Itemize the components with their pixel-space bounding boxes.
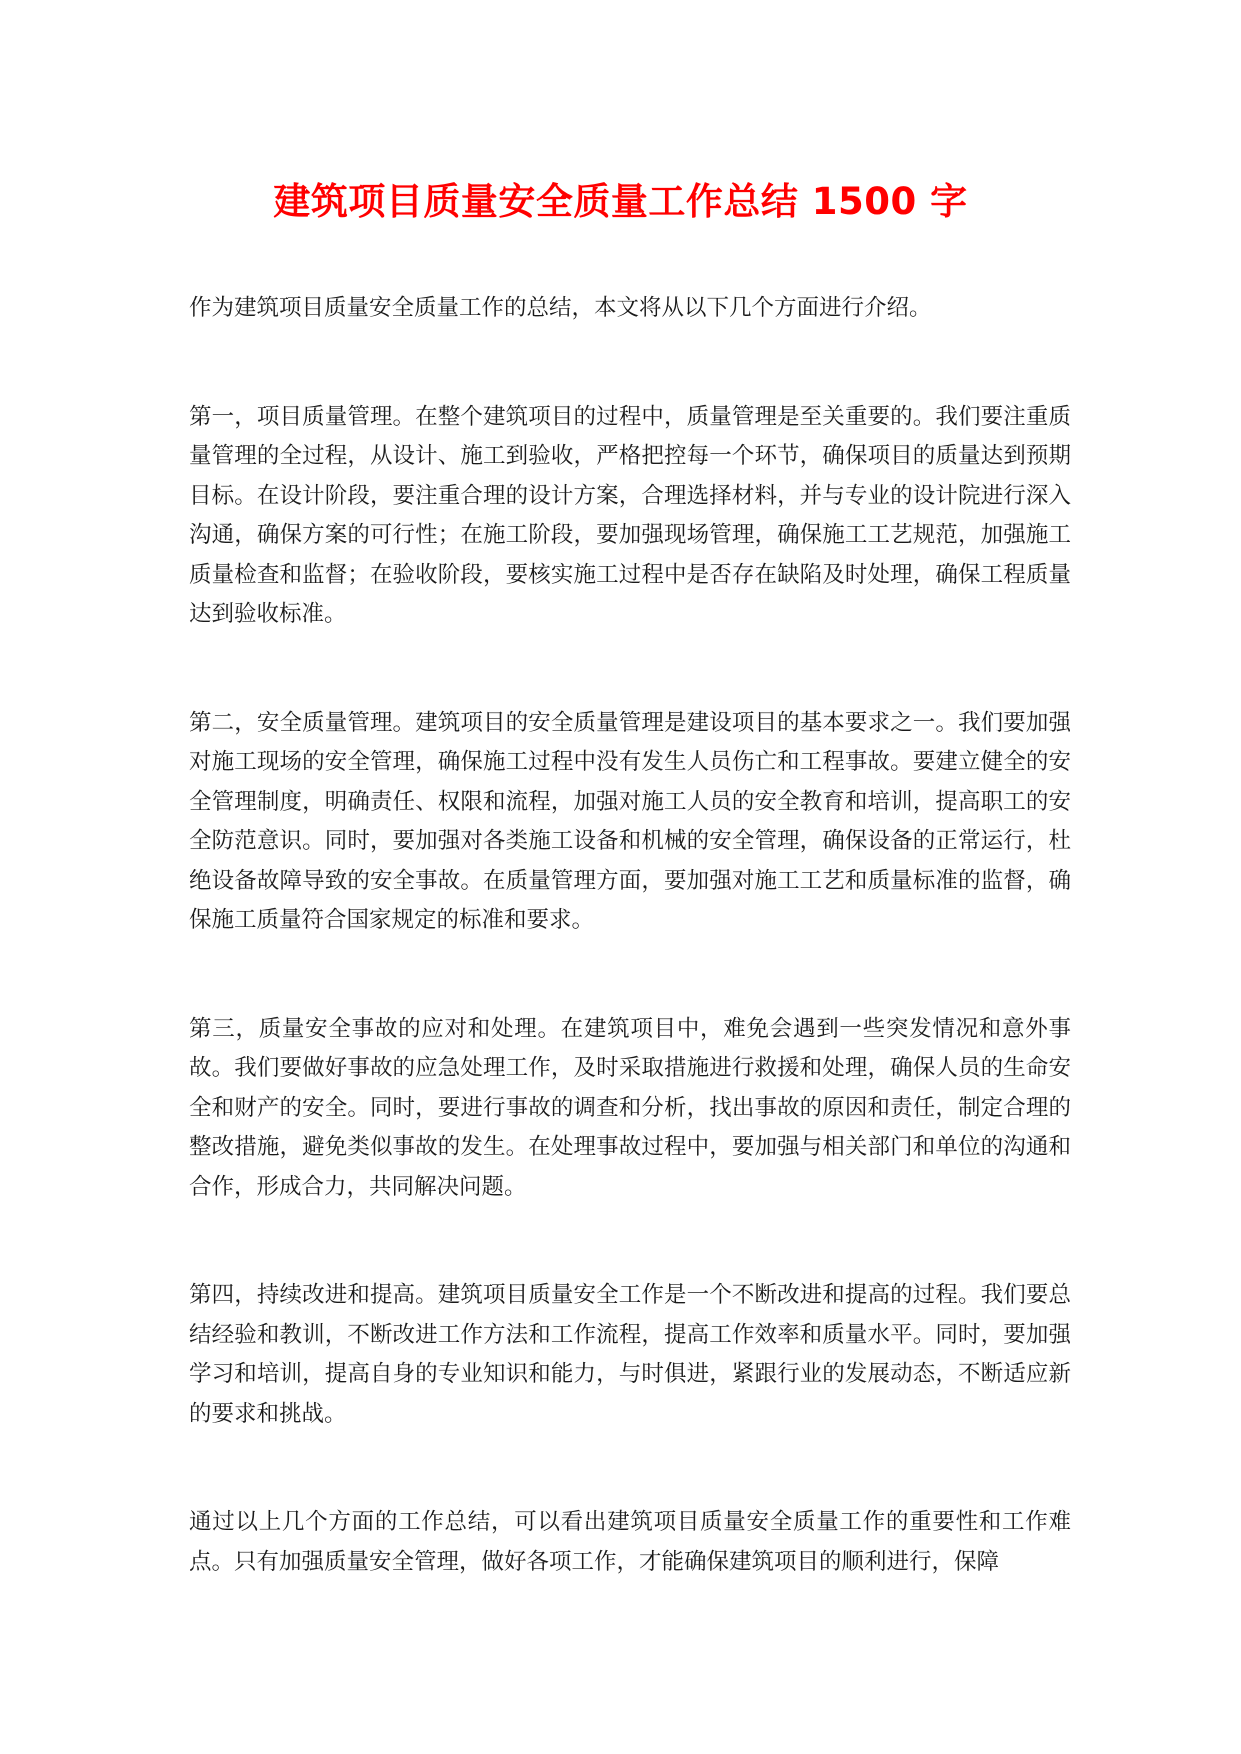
paragraph-safety-management: 第二，安全质量管理。建筑项目的安全质量管理是建设项目的基本要求之一。我们要加强对施工现场的安全管理，确保施工过程中没有发生人员伤亡和工程事故。要建立健全的安全管理制度，明确责任、权限和流程，加强对施工人员的安全教育和培训，提高职工的安全防范意识。同时，要加强对各类施工设备和机械的安全管理，确保设备的正常运行，杜绝设备故障导致的安全事故。在质量管理方面，要加强对施工工艺和质量标准的监督，确保施工质量符合国家规定的标准和要求。 [189,709,1071,933]
paragraph-intro: 作为建筑项目质量安全质量工作的总结，本文将从以下几个方面进行介绍。 [189,295,932,321]
paragraph-continuous-improvement: 第四，持续改进和提高。建筑项目质量安全工作是一个不断改进和提高的过程。我们要总结经验和教训，不断改进工作方法和工作流程，提高工作效率和质量水平。同时，要加强学习和培训，提高自身的专业知识和能力，与时俱进，紧跟行业的发展动态，不断适应新的要求和挑战。 [189,1282,1071,1427]
document-body [189,289,1071,1582]
document-title: 建筑项目质量安全质量工作总结 1500 字 [273,180,968,223]
paragraph-quality-management: 第一，项目质量管理。在整个建筑项目的过程中，质量管理是至关重要的。我们要注重质量管理的全过程，从设计、施工到验收，严格把控每一个环节，确保项目的质量达到预期目标。在设计阶段，要注重合理的设计方案，合理选择材料，并与专业的设计院进行深入沟通，确保方案的可行性；在施工阶段，要加强现场管理，确保施工工艺规范，加强施工质量检查和监督；在验收阶段，要核实施工过程中是否存在缺陷及时处理，确保工程质量达到验收标准。 [189,403,1071,627]
paragraph-conclusion: 通过以上几个方面的工作总结，可以看出建筑项目质量安全质量工作的重要性和工作难点。只有加强质量安全管理，做好各项工作，才能确保建筑项目的顺利进行，保障 [189,1509,1071,1575]
paragraph-accident-response: 第三，质量安全事故的应对和处理。在建筑项目中，难免会遇到一些突发情况和意外事故。我们要做好事故的应急处理工作，及时采取措施进行救援和处理，确保人员的生命安全和财产的安全。同时，要进行事故的调查和分析，找出事故的原因和责任，制定合理的整改措施，避免类似事故的发生。在处理事故过程中，要加强与相关部门和单位的沟通和合作，形成合力，共同解决问题。 [189,1015,1071,1200]
